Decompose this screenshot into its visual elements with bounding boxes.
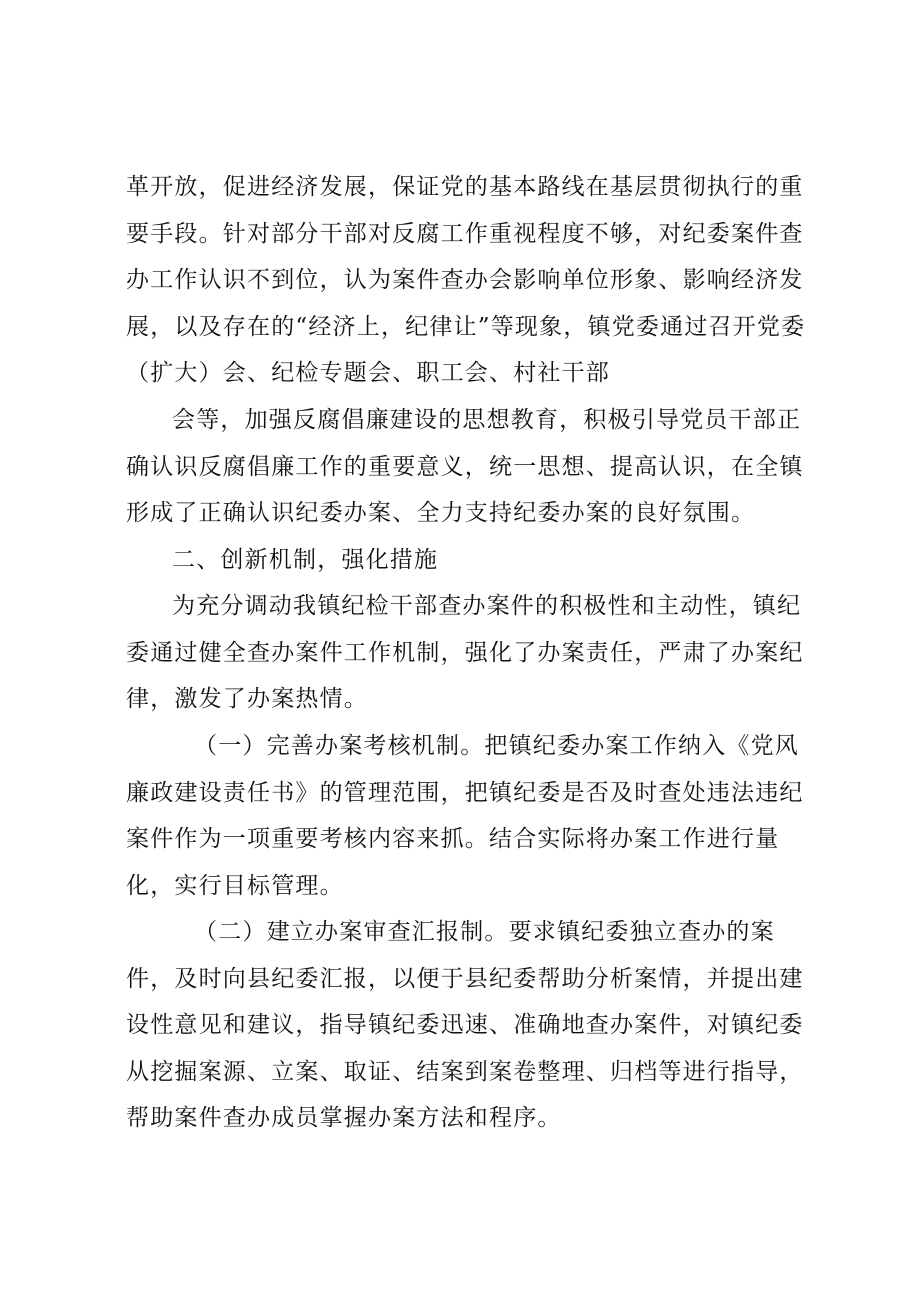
paragraph-education: 会等，加强反腐倡廉建设的思想教育，积极引导党员干部正确认识反腐倡廉工作的重要意义，统一思想、提高认识，在全镇形成了正确认识纪委办案、全力支持纪委办案的良好氛围。 <box>126 407 804 526</box>
paragraph-item-1: （一）完善办案考核机制。把镇纪委办案工作纳入《党风廉政建设责任书》的管理范围，把镇纪委是否及时查处违法违纪案件作为一项重要考核内容来抓。结合实际将办案工作进行量化，实行目标管理。 <box>126 733 804 899</box>
paragraph-item-2: （二）建立办案审查汇报制。要求镇纪委独立查办的案件，及时向县纪委汇报，以便于县纪委帮助分析案情，并提出建设性意见和建议，指导镇纪委迅速、准确地查办案件，对镇纪委从挖掘案源、立案、取证、结案到案卷整理、归档等进行指导，帮助案件查办成员掌握办案方法和程序。 <box>126 919 804 1131</box>
section-heading-2: 二、创新机制，强化措施 <box>172 547 439 573</box>
paragraph-mechanism-intro: 为充分调动我镇纪检干部查办案件的积极性和主动性，镇纪委通过健全查办案件工作机制，强化了办案责任，严肃了办案纪律，激发了办案热情。 <box>126 593 804 712</box>
paragraph-continuation: 革开放，促进经济发展，保证党的基本路线在基层贯彻执行的重要手段。针对部分干部对反腐工作重视程度不够，对纪委案件查办工作认识不到位，认为案件查办会影响单位形象、影响经济发展，以及存在的“经济上，纪律让”等现象，镇党委通过召开党委（扩大）会、纪检专题会、职工会、村社干部 <box>126 174 806 386</box>
